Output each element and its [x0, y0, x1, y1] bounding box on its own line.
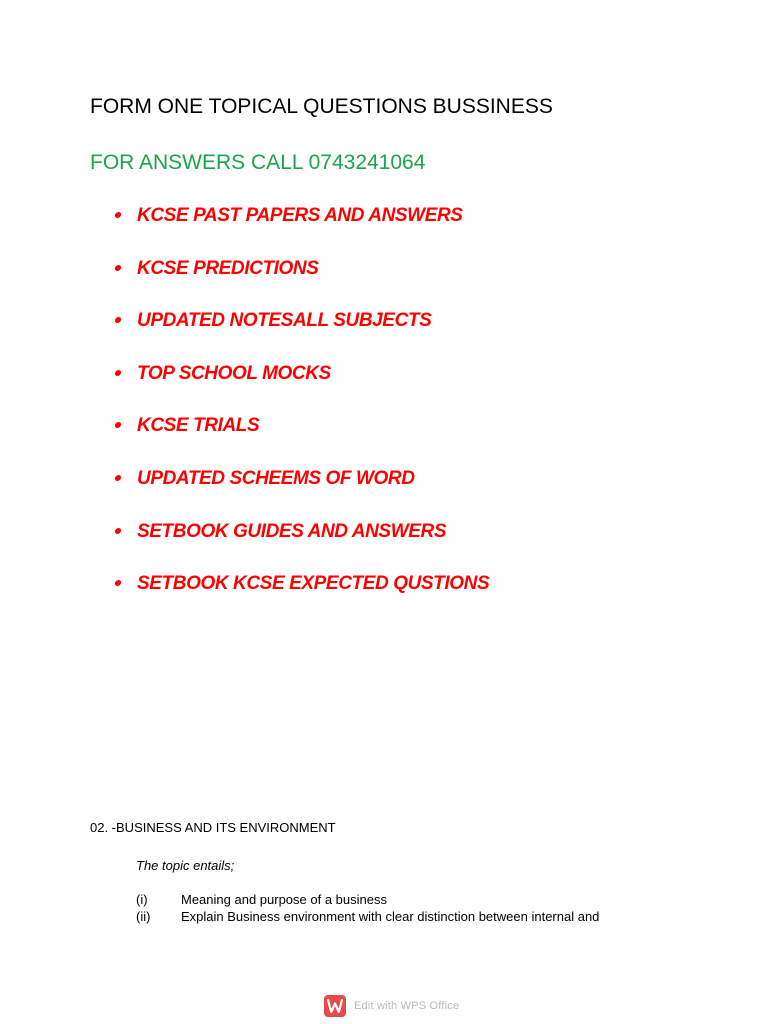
bullet-dot-icon	[114, 370, 121, 376]
bullet-text: KCSE PAST PAPERS AND ANSWERS	[137, 205, 463, 226]
topic-number: (i)	[136, 892, 148, 907]
bullet-dot-icon	[114, 265, 121, 271]
bullet-dot-icon	[114, 580, 121, 586]
section-heading: 02. -BUSINESS AND ITS ENVIRONMENT	[90, 820, 336, 835]
bullet-dot-icon	[114, 212, 121, 218]
watermark-label: Edit with WPS Office	[354, 1000, 460, 1012]
wps-watermark[interactable]	[324, 993, 459, 1019]
bullet-text: SETBOOK KCSE EXPECTED QUSTIONS	[137, 573, 490, 595]
topic-number: (ii)	[136, 909, 151, 924]
bullet-text: UPDATED NOTESALL SUBJECTS	[137, 310, 432, 332]
bullet-dot-icon	[114, 475, 121, 481]
bullet-text: UPDATED SCHEEMS OF WORD	[137, 467, 415, 489]
answers-contact-line: FOR ANSWERS CALL 0743241064	[90, 151, 426, 174]
topic-intro: The topic entails;	[136, 858, 235, 873]
wps-office-logo-icon	[324, 995, 346, 1017]
bullet-dot-icon	[114, 528, 121, 534]
document-title: FORM ONE TOPICAL QUESTIONS BUSSINESS	[90, 95, 553, 118]
bullet-text: KCSE PREDICTIONS	[137, 257, 319, 279]
topic-text: Meaning and purpose of a business	[181, 892, 387, 907]
bullet-text: KCSE TRIALS	[137, 415, 260, 437]
bullet-text: TOP SCHOOL MOCKS	[137, 362, 331, 384]
bullet-dot-icon	[114, 422, 121, 428]
topic-text: Explain Business environment with clear distinction between internal and	[181, 909, 600, 924]
bullet-text: SETBOOK GUIDES AND ANSWERS	[137, 520, 447, 542]
bullet-dot-icon	[114, 317, 121, 323]
